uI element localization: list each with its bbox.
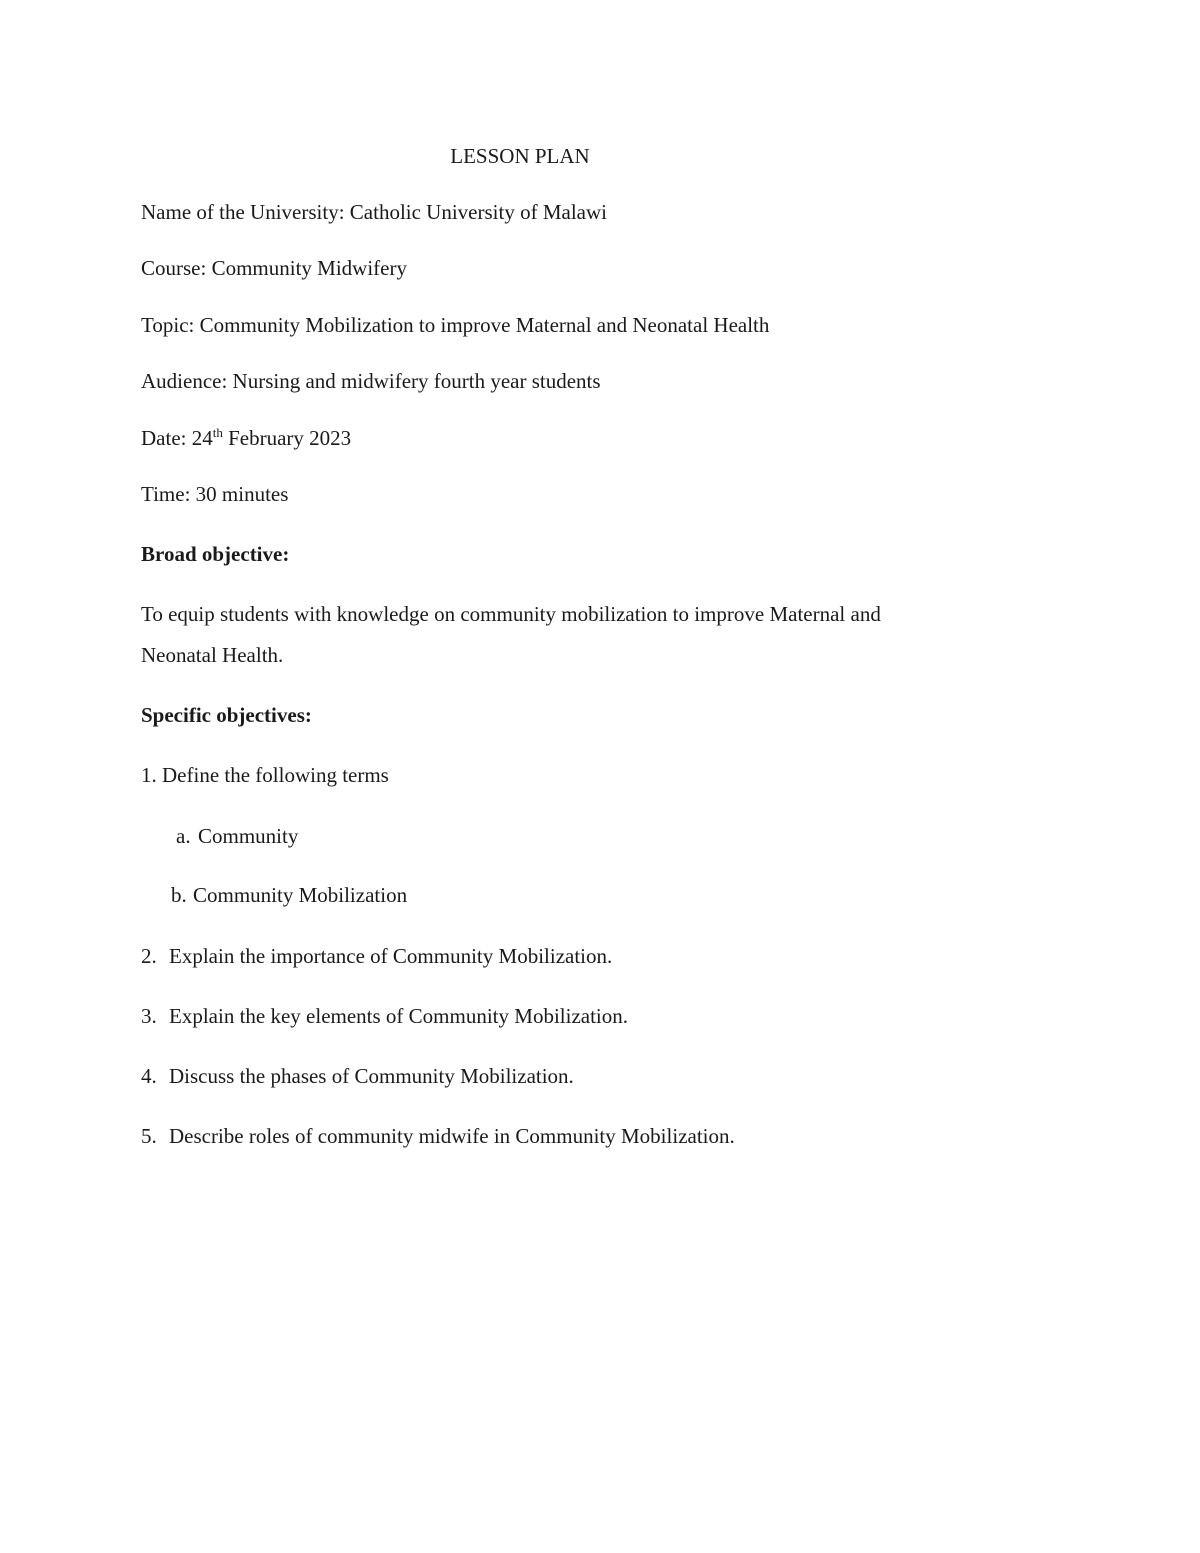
date-prefix: Date: 24 bbox=[141, 426, 213, 450]
objective-item-1: 1. Define the following terms bbox=[141, 763, 389, 787]
objective-number: 4. bbox=[141, 1064, 157, 1088]
objective-number: 3. bbox=[141, 1004, 157, 1028]
course-line: Course: Community Midwifery bbox=[141, 256, 407, 280]
objective-number: 2. bbox=[141, 944, 157, 968]
sub-item-b-label: b. bbox=[171, 883, 187, 907]
date-suffix: February 2023 bbox=[222, 426, 352, 450]
objective-text: Explain the key elements of Community Mobilization. bbox=[169, 1004, 629, 1028]
time-line: Time: 30 minutes bbox=[141, 482, 289, 506]
topic-line: Topic: Community Mobilization to improve Maternal and Neonatal Health bbox=[141, 313, 770, 337]
broad-objective-heading: Broad objective: bbox=[141, 542, 290, 566]
specific-objectives-heading: Specific objectives: bbox=[141, 703, 312, 727]
sub-item-a bbox=[176, 822, 298, 850]
broad-objective-text-line2: Neonatal Health. bbox=[141, 643, 284, 667]
objective-text: Describe roles of community midwife in Community Mobilization. bbox=[169, 1124, 735, 1148]
objective-item-5 bbox=[141, 1122, 735, 1150]
objective-item-3 bbox=[141, 1002, 628, 1030]
sub-item-b bbox=[171, 881, 407, 909]
page-title: LESSON PLAN bbox=[450, 144, 590, 168]
sub-item-b-text: Community Mobilization bbox=[193, 883, 408, 907]
date-superscript: th bbox=[212, 425, 223, 440]
objective-item-4 bbox=[141, 1062, 574, 1090]
objective-text: Discuss the phases of Community Mobilization. bbox=[169, 1064, 574, 1088]
objective-text: Explain the importance of Community Mobilization. bbox=[169, 944, 613, 968]
objective-item-2 bbox=[141, 942, 612, 970]
sub-item-a-text: Community bbox=[198, 824, 299, 848]
sub-item-a-label: a. bbox=[176, 824, 191, 848]
broad-objective-text-line1: To equip students with knowledge on community mobilization to improve Maternal and bbox=[141, 602, 881, 626]
university-line: Name of the University: Catholic University of Malawi bbox=[141, 200, 607, 224]
audience-line: Audience: Nursing and midwifery fourth year students bbox=[141, 369, 601, 393]
objective-number: 5. bbox=[141, 1124, 157, 1148]
date-line bbox=[141, 424, 351, 452]
